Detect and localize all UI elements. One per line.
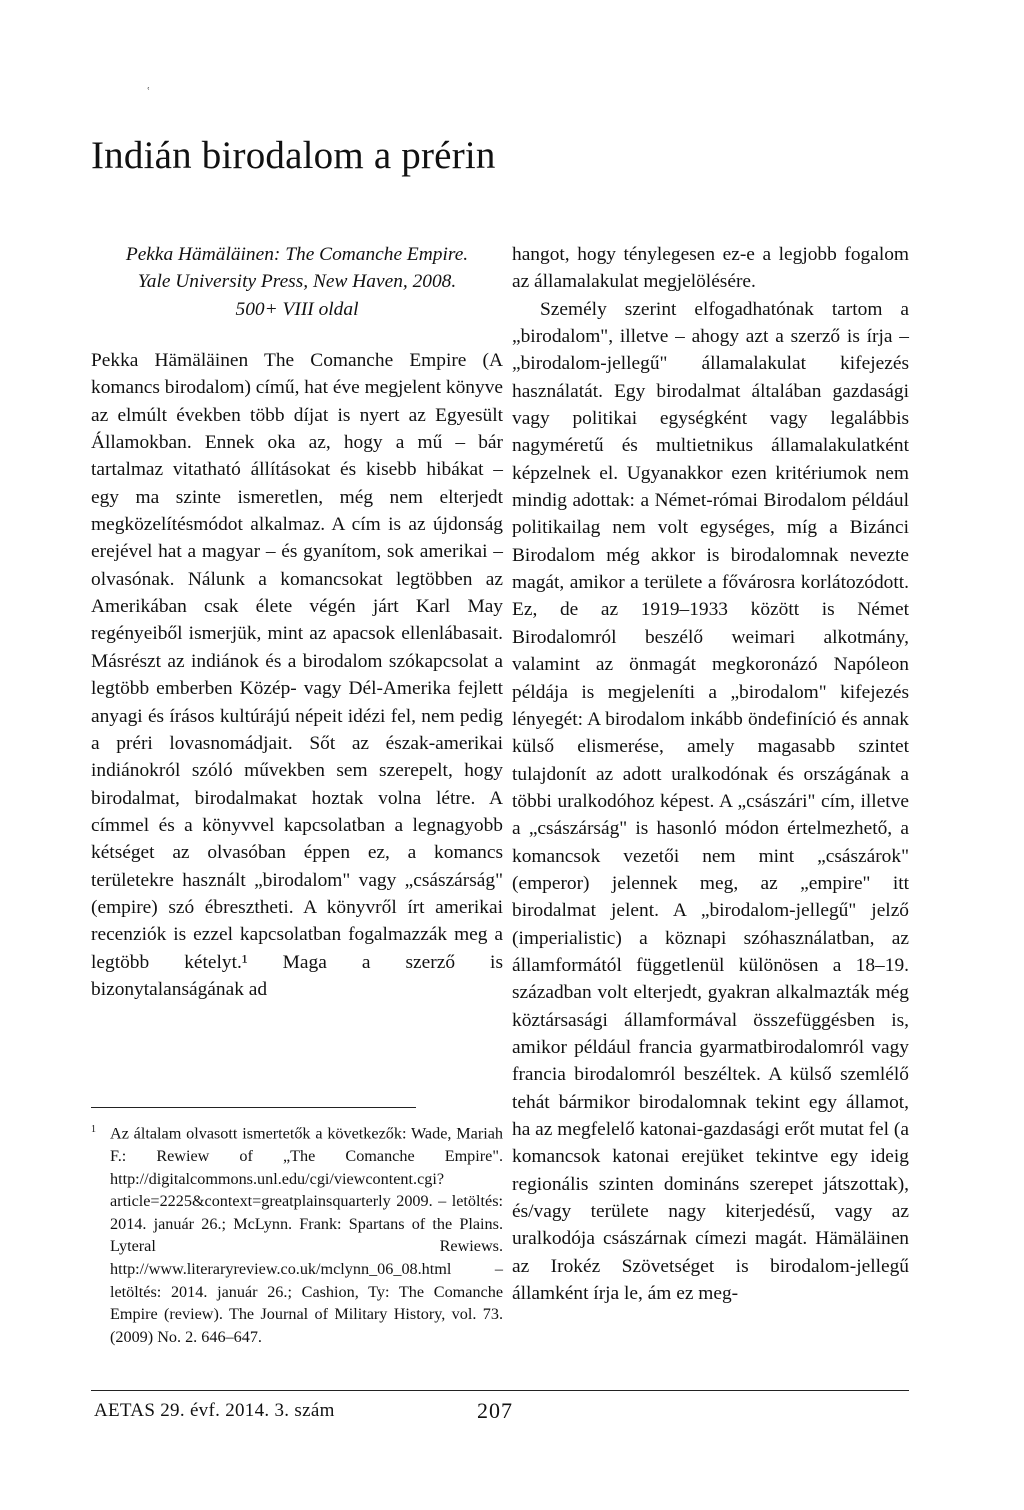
right-paragraph-1: hangot, hogy ténylegesen ez-e a legjobb fogalom az államalakulat megjelölésére.	[512, 244, 909, 293]
footer-rule	[91, 1390, 909, 1391]
left-column	[91, 241, 503, 1003]
page-mark: ʿ	[146, 86, 151, 101]
journal-reference: AETAS 29. évf. 2014. 3. szám	[94, 1400, 335, 1421]
article-title: Indián birodalom a prérin	[91, 134, 496, 177]
footnote-rule	[91, 1107, 416, 1108]
footnote-text: Az általam olvasott ismertetők a következők: Wade, Mariah F.: Rewiew of „The Comanche Empire". http://digitalcommons.unl.edu/cgi/viewcontent.cgi?article=2225&context=greatplainsquarterly 2009. – letöltés: 2014. január 26.; McLynn. Frank: Spartans of the Plains. Lyteral Rewiews. http://www.literaryreview.co.uk/mclynn_06_08.html – letöltés: 2014. január 26.; Cashion, Ty: The Comanche Empire (review). The Journal of Military History, vol. 73. (2009) No. 2. 646–647.	[110, 1124, 503, 1346]
left-paragraph-1: Pekka Hämäläinen The Comanche Empire (A komancs birodalom) című, hat éve megjelent könyve az elmúlt években több díjat is nyert az Egyesült Államokban. Ennek oka az, hogy a mű – bár tartalmaz vitatható állításokat és kisebb hibákat – egy ma szinte ismeretlen, még nem elterjedt megközelítésmódot alkalmaz. A cím is az újdonság erejével hat a magyar – és gyanítom, sok amerikai – olvasónak. Nálunk a komancsokat legtöbben az Amerikában csak élete végén járt Karl May regényeiből ismerjük, mint az apacsok ellenlábasait. Másrészt az indiánok és a birodalom szókapcsolat a legtöbb emberben Közép- vagy Dél-Amerika fejlett anyagi és írásos kultúrájú népeit idézi fel, nem pedig a préri lovasnomádjait. Sőt az észak-amerikai indiánokról szóló művekben sem szerepelt, hogy birodalmat, birodalmakat hoztak volna létre. A címmel és a könyvvel kapcsolatban a legnagyobb kétséget az olvasóban éppen ez, a komancs területekre használt „birodalom" vagy „császárság" (empire) szó ébresztheti. A könyvről írt amerikai recenziók is ezzel kapcsolatban fogalmazzák meg a legtöbb kételyt.¹ Maga a szerző is bizonytalanságának ad	[91, 350, 503, 1000]
book-citation: Pekka Hämäläinen: The Comanche Empire. Yale University Press, New Haven, 2008. 500+ VIII oldal	[125, 244, 469, 320]
right-paragraph-2: Személy szerint elfogadhatónak tartom a „birodalom", illetve – ahogy azt a szerző is írja – „birodalom-jellegű" államalakulat kifejezés használatát. Egy birodalmat általában gazdasági vagy politikai egységként vagy legalábbis nagyméretű és multietnikus államalakulatként képzelnek el. Ugyanakkor ezen kritériumok nem mindig adottak: a Német-római Birodalom például politikailag nem volt egységes, míg a Bizánci Birodalom még akkor is birodalomnak nevezte magát, amikor a területe a fővárosra korlátozódott. Ez, de az 1919–1933 között is Német Birodalomról beszélő weimari alkotmány, valamint az önmagát megkoronázó Napóleon példája is megjeleníti a „birodalom" kifejezés lényegét: A birodalom inkább öndefiníció és annak külső elismerése, amely magasabb szintet tulajdonít az adott uralkodónak és országának a többi uralkodóhoz képest. A „császári" cím, illetve a „császárság" is hasonló módon értelmezhető, a komancsok vezetői nem mint „császárok" (emperor) jelennek meg, az „empire" itt birodalmat jelent. A „birodalom-jellegű" jelző (imperialistic) a köznapi szóhasználatban, az államformától függetlenül különösen a 18–19. században volt elterjedt, gyakran alkalmazták még köztársasági államformával összefüggésben is, amikor például francia gyarmatbirodalomról vagy francia birodalomról beszéltek. A külső szemlélő tehát bármikor birodalomnak tekint egy államot, ha az megfelelő katonai-gazdasági erőt mutat fel (a komancsok katonai erejüket tekintve egy ideig regionális szinten domináns szerepet játszottak), és/vagy területe nagy kiterjedésű, vagy az uralkodója császárnak címezi magát. Hämäläinen az Irokéz Szövetséget is birodalom-jellegű államként írja le, ám ez meg-	[512, 298, 909, 1305]
footnote	[91, 1119, 503, 1348]
page-number: 207	[477, 1398, 513, 1423]
right-column	[512, 241, 909, 1307]
footnote-marker: 1	[91, 1124, 96, 1135]
